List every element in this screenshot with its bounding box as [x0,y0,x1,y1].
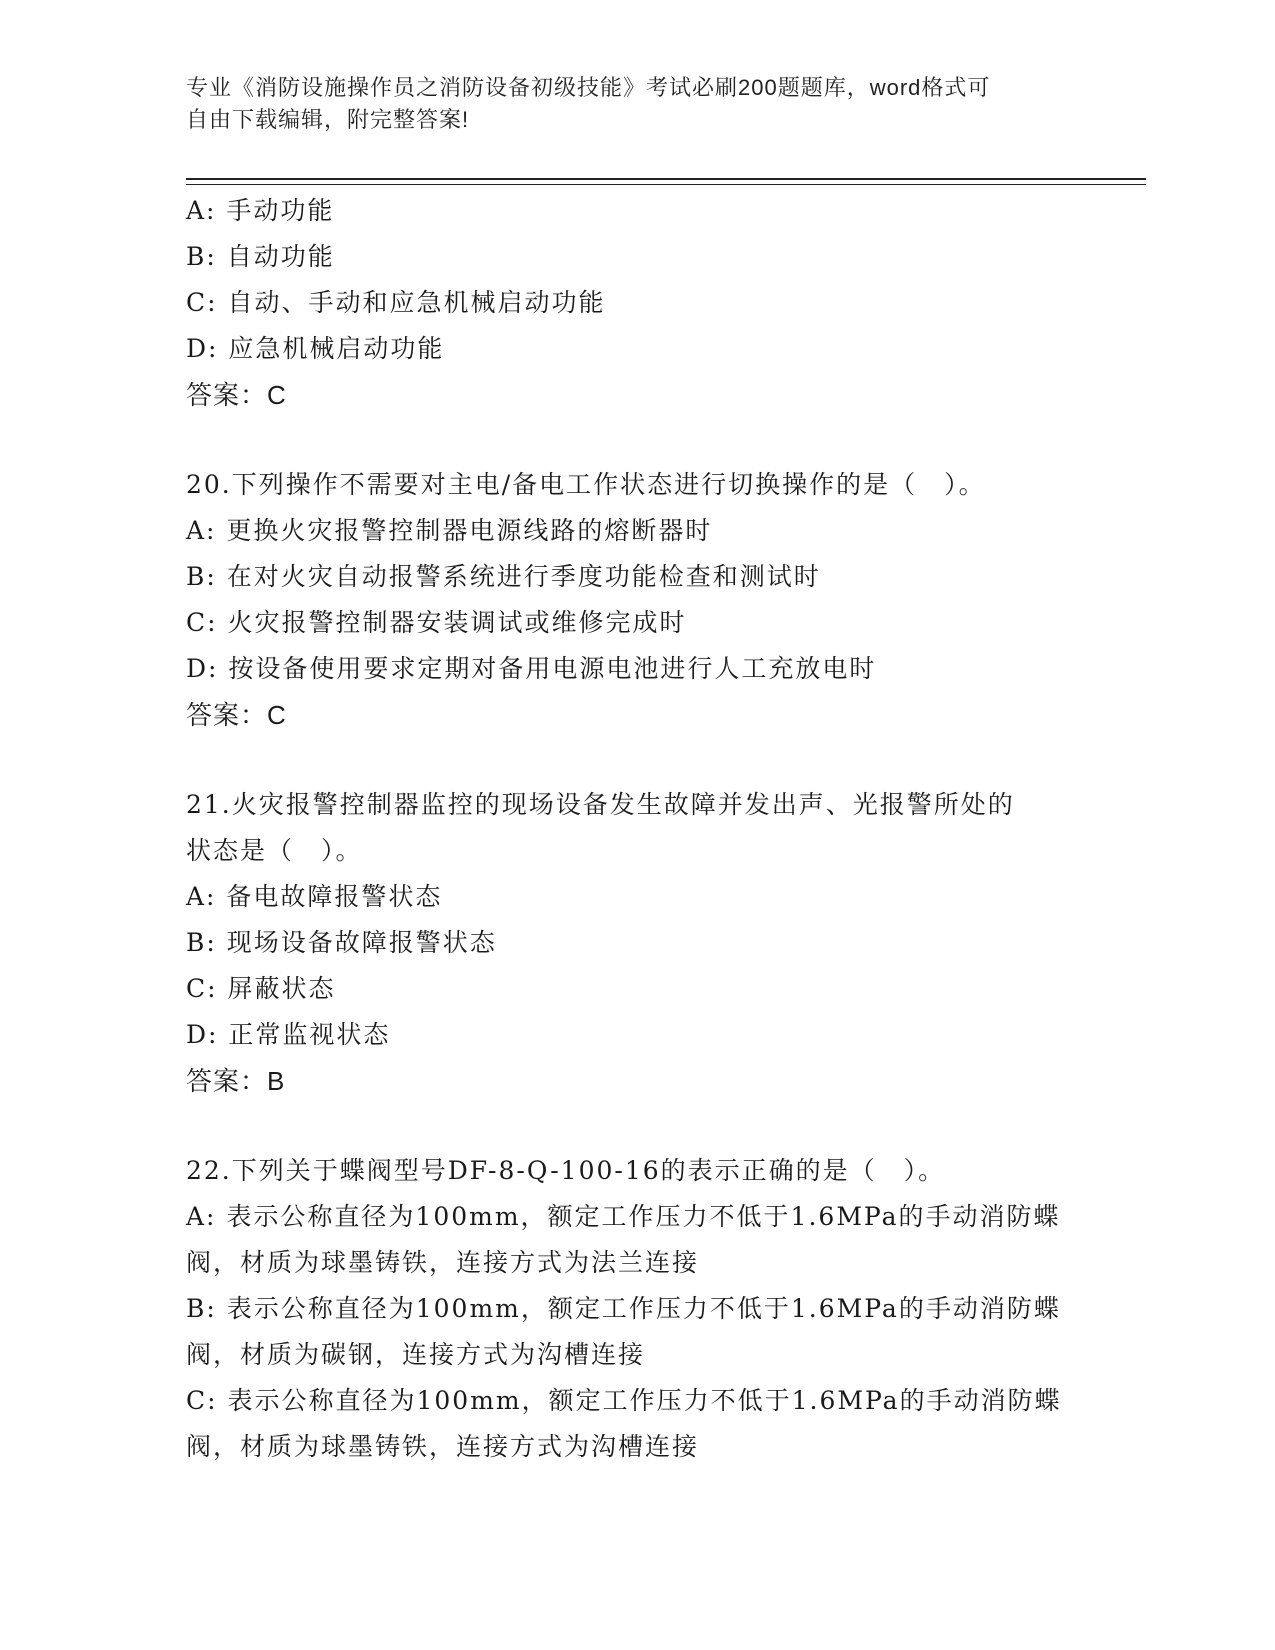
header-line-2: 自由下载编辑，附完整答案! [186,107,470,132]
q19-option-a: A: 手动功能 [186,196,335,225]
question-20 [186,462,1086,738]
q22-option-a-line-1: A: 表示公称直径为100mm，额定工作压力不低于1.6MPa的手动消防蝶 [186,1202,1061,1231]
q19-option-d: D: 应急机械启动功能 [186,334,445,363]
q20-option-d: D: 按设备使用要求定期对备用电源电池进行人工充放电时 [186,654,877,683]
spacer [186,418,1086,462]
q22-option-b-line-1: B: 表示公称直径为100mm，额定工作压力不低于1.6MPa的手动消防蝶 [186,1294,1061,1323]
question-21 [186,782,1086,1104]
question-19 [186,188,1086,418]
header-line-1: 专业《消防设施操作员之消防设备初级技能》考试必刷200题题库，word格式可 [186,75,991,100]
q22-option-c-line-2: 阀，材质为球墨铸铁，连接方式为沟槽连接 [186,1432,700,1461]
q20-answer: 答案：C [186,700,287,730]
q21-answer: 答案：B [186,1066,286,1096]
question-list [186,188,1086,1470]
header-divider-thin [186,184,1146,185]
q21-stem-line-2: 状态是（ ）。 [186,836,363,865]
q20-option-b: B: 在对火灾自动报警系统进行季度功能检查和测试时 [186,562,821,591]
document-header [186,72,1086,136]
q22-option-b-line-2: 阀，材质为碳钢，连接方式为沟槽连接 [186,1340,646,1369]
q19-option-c: C: 自动、手动和应急机械启动功能 [186,288,606,317]
spacer [186,738,1086,782]
spacer [186,1104,1086,1148]
q21-option-d: D: 正常监视状态 [186,1020,391,1049]
q21-stem-line-1: 21.火灾报警控制器监控的现场设备发生故障并发出声、光报警所处的 [186,790,1015,819]
q21-option-b: B: 现场设备故障报警状态 [186,928,497,957]
q19-answer: 答案：C [186,380,287,410]
q20-option-a: A: 更换火灾报警控制器电源线路的熔断器时 [186,516,713,545]
q22-stem: 22.下列关于蝶阀型号DF-8-Q-100-16的表示正确的是（ ）。 [186,1156,946,1185]
q22-option-a-line-2: 阀，材质为球墨铸铁，连接方式为法兰连接 [186,1248,700,1277]
q20-stem: 20.下列操作不需要对主电/备电工作状态进行切换操作的是（ ）。 [186,470,986,499]
question-22 [186,1148,1086,1470]
header-divider-thick [186,178,1146,180]
q21-option-c: C: 屏蔽状态 [186,974,336,1003]
q21-option-a: A: 备电故障报警状态 [186,882,443,911]
q20-option-c: C: 火灾报警控制器安装调试或维修完成时 [186,608,687,637]
q22-option-c-line-1: C: 表示公称直径为100mm，额定工作压力不低于1.6MPa的手动消防蝶 [186,1386,1062,1415]
q19-option-b: B: 自动功能 [186,242,335,271]
